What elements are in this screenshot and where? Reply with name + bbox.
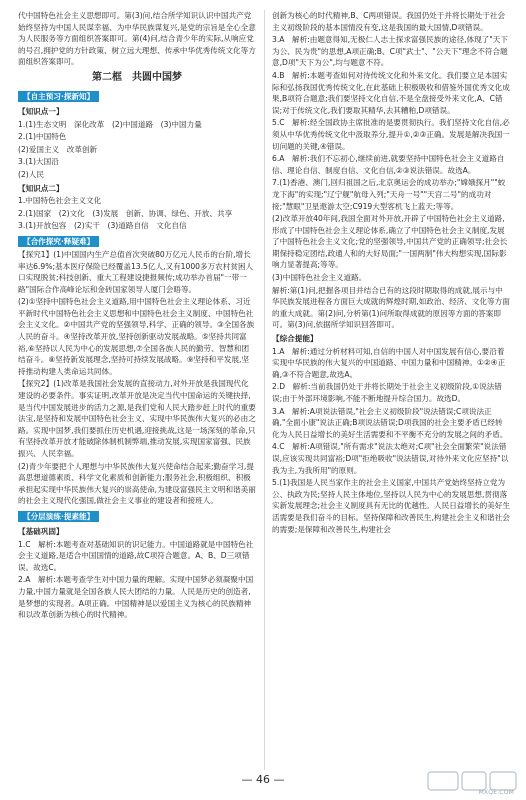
answer-1: 1.C 解析:本题考查对基础知识的识记能力。中国道路就是中国特色社会主义道路,是适合中国国情的道路,故C项符合题意。A、B、D三项错误。故选C。 <box>18 539 254 572</box>
explore-1: 【探究1】(1)中国国内生产总值首次突破80万亿元人民币的台阶,增长率达6.9%;基本医疗保险已经覆盖13.5亿人,又有1000多万农村贫困人口实现脱贫;科技创新、重大工程建设捷报频传;成功举办首届"一带一路"国际合作高峰论坛和金砖国家领导人厦门会晤等。 <box>18 249 254 294</box>
answer-2-continued: 创新为核心的时代精神,B、C两项错误。我国仍处于并将长期处于社会主义初级阶段的基本国情没有变,这是我国的最大国情,D项错误。 <box>272 11 506 32</box>
column-divider <box>264 10 265 770</box>
answer-7-part-3: (3)中国特色社会主义道路。 <box>272 273 367 283</box>
kp2-item: 3.(1)开放包容 (2)实干 (3)道路自信 文化自信 <box>18 221 187 231</box>
answer-6: 6.A 解析:我们不忘初心,继续前进,就要坚持中国特色社会主义道路自信、理论自信、制度自信、文化自信,②③说法错误。故选A。 <box>272 154 505 175</box>
kp2-item: 2.(1)国家 (2)文化 (3)发展 创新、协调、绿色、开放、共享 <box>18 208 233 218</box>
answer-4: 4.B 解析:本题考查如何对待传统文化和外来文化。我们要立足本国实际和弘扬我国优秀传统文化,在此基础上积极吸收和借鉴外国优秀文化成果,B项符合题意;我们要坚持文化自信,不是全盘接受外来文化,A、C错误;对于传统文化,我们要取其精华,去其糟粕,D项错误。 <box>272 70 510 115</box>
explore-2: 【探究2】(1)改革是我国社会发展的直接动力,对外开放是我国现代化建设的必要条件。事实证明,改革开放是决定当代中国命运的关键抉择,是当代中国发展进步的活力之源,是我们党和人民大踏步赶上时代的重要法宝,是坚持和发展中国特色社会主义、实现中华民族伟大复兴的必由之路。实现中国梦,我们要抓住历史机遇,迎接挑战,这是一场深刻的革命,只有坚持改革开放才能破除体制机制弊端,推动发展,实现国家富强、民族振兴、人民幸福。 <box>18 379 256 458</box>
kp1-item: 3.(1)大国沿 <box>18 157 59 167</box>
answer-7-part-2: (2)改革开放40年间,我国全面对外开放,开辟了中国特色社会主义道路,形成了中国特色社会主义理论体系,确立了中国特色社会主义制度,发展了中国特色社会主义文化;党的坚强领导,中国共产党的正确领导;社会长期保持稳定团结,政通人和的大好局面;"一国两制"伟大构想实现,国际影响力显著提高;等等。 <box>272 214 508 270</box>
ability-answer-4: 4.C 解析:A项错误,"所有需求"说法太绝对;C项"社会全面繁荣"说法错误,应该实现共同富裕;D项"拒绝吸收"说法错误,对待外来文化应坚持"以我为主,为我所用"的原则。 <box>272 442 509 475</box>
section-band-practice: 【分层演练·提素能】 <box>18 511 99 522</box>
kp1-item: (2)爱国主义 改革创新 <box>18 144 98 154</box>
explore-1-part-2: (2)①坚持中国特色社会主义道路,用中国特色社会主义理论体系、习近平新时代中国特色社会主义思想和中国特色社会主义制度、中国特色社会主义文化。②中国共产党的坚强领导,科学、正确的领导。③全国各族人民的奋斗。④坚持改革开放,坚持创新驱动发展战略。⑤坚持共同富裕,⑥坚持以人民为中心的发展思想,⑦全国各族人民的勤劳、智慧和团结奋斗。⑧坚持新发展理念,坚持可持续发展战略。⑨坚持和平发展,坚持推动构建人类命运共同体。 <box>18 297 255 376</box>
left-column <box>18 10 256 622</box>
kp1-item: 2.(1)中国特色 <box>18 132 67 142</box>
explore-2-part-2: (2)青少年要把个人理想与中华民族伟大复兴使命结合起来;勤奋学习,提高思想道德素质、科学文化素质和创新能力;服务社会,积极组织、积极承担起实现中华民族伟大复兴的崇高使命,为建设富强民主文明和谐美丽的社会主义现代化强国,做社会主义事业的建设者和接班人。 <box>18 461 256 506</box>
section-band-preview: 【自主预习·探新知】 <box>18 91 99 102</box>
page-number: — 46 — <box>241 773 285 786</box>
lesson-title: 第二框 共圆中国梦 <box>92 71 182 83</box>
intro-paragraph: 代中国特色社会主义思想即可。第(3)问,结合所学知识认识中国共产党始终坚持为中国人民谋幸福、为中华民族谋复兴,是党的宗旨是全心全意为人民服务等方面组织答案即可。第(4)问,结合青少年的实际,从响应党的号召,拥护党的方针政策、树立远大理想、传承中华优秀传统文化等方面组织答案即可。 <box>18 11 256 67</box>
right-column <box>272 10 510 536</box>
comprehensive-ability-title: 【综合提能】 <box>272 334 318 344</box>
knowledge-point-2-title: 【知识点二】 <box>18 183 64 193</box>
kp1-item: (2)人民 <box>18 169 44 179</box>
answer-3: 3.A 解析:由题意得知,无极仁人志士探求富强民族的途径,体现了"天下为公、民为贵"的思想,A项正确;B、C项"武士"、"公天下"理念不符合题意,D项"天下为公",均与题意不符。 <box>272 35 508 68</box>
ability-answer-1: 1.A 解析:通过分析材料可知,自信的中国人对中国发展有信心,要沿着实现中华民族的伟大复兴的中国道路、中国力量和中国精神。①②④正确,③不符合题意,故选A。 <box>272 346 506 379</box>
ability-answer-5: 5.(1)我国是人民当家作主的社会主义国家,中国共产党始终坚持立党为公、执政为民;坚持人民主体地位,坚持以人民为中心的发展思想,贯彻落实新发展理念;社会主义制度具有无比的优越性。人民日益增长的美好生活需要是我们奋斗的目标。坚持保障和改善民生,构建社会主义和谐社会的需要;是保障和改善民生,构建社会 <box>272 478 510 534</box>
kp2-item: 1.中国特色社会主义文化 <box>18 196 102 206</box>
answer-7: 7.(1)香港、澳门,回归祖国之后,北京奥运会的成功举办;"嫦娥探月""蛟龙下海"的实现;"辽宁舰"航母入列;"天舟一号""天宫二号"的成功对接;"慧眼"卫星遨游太空;C919大型客机飞上蓝天;等等。 <box>272 178 506 211</box>
ability-answer-2: 2.D 解析:当前我国仍处于并将长期处于社会主义初级阶段,①说法错误;由于外部环境影响,不能不断地提升综合国力。故选D。 <box>272 382 502 403</box>
knowledge-point-1-title: 【知识点一】 <box>18 106 64 116</box>
section-band-explore: 【合作探究·释疑难】 <box>18 236 99 247</box>
answer-5: 5.C 解析:经全国政协主席批准的是要贯彻执行。我们坚持文化自信,必须从中华优秀传统文化中汲取养分,提升①,②③正确。发展是解决我国一切问题的关键,④错误。 <box>272 118 510 151</box>
document-page <box>18 10 510 770</box>
answer-7-analysis: 解析:第(1)问,把握各项目并结合已有的这段时期取得的成就,展示与中华民族发展进程各方面巨大成就的辉煌时期,如政治、经济、文化等方面的重大成就。第(2)问,分析第(1)问所取得成就的原因等方面的答案即可。第(3)问,依据所学知识回答即可。 <box>272 285 510 330</box>
answer-2: 2.A 解析:本题考查学生对中国力量的理解。实现中国梦必须凝聚中国力量,中国力量就是全国各族人民大团结的力量。人民是历史的创造者,是梦想的实现者。A项正确。中国精神是以爱国主义为核心的民族精神和以改革创新为核心的时代精神。 <box>18 575 254 620</box>
watermark-text: MXQE.COM <box>478 789 514 796</box>
kp1-item: 1.(1)生态文明 深化改革 (2)中国道路 (3)中国力量 <box>18 119 202 129</box>
basic-consolidation-title: 【基础巩固】 <box>18 526 64 536</box>
ability-answer-3: 3.A 解析:A项说法错误,"社会主义初级阶段"说法错误;C项说法正确,"全面小康"说法正确;B项说法错误;D项我国的社会主要矛盾已经转化为人民日益增长的美好生活需要和不平衡不充分的发展之间的矛盾。 <box>272 406 508 439</box>
